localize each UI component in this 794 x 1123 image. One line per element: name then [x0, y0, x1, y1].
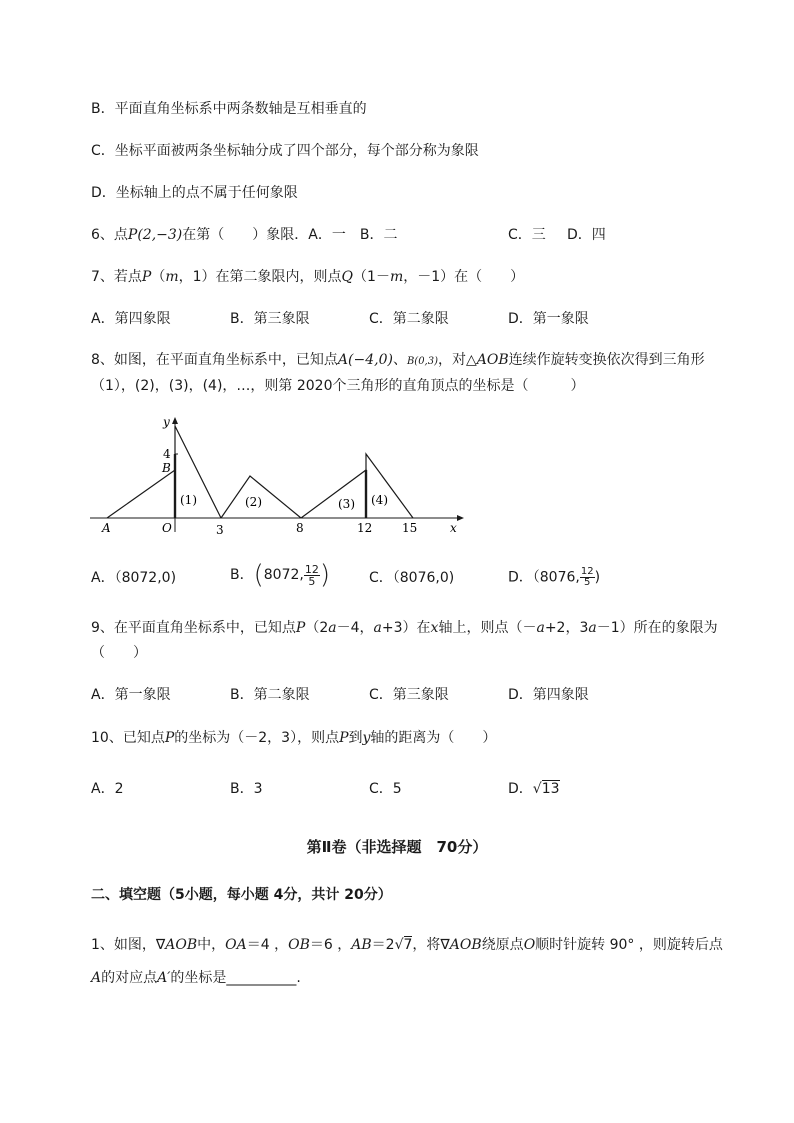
- y-axis-arrow: [172, 417, 178, 424]
- q6-option-d: D．四: [567, 227, 606, 243]
- tick-8-label: 8: [296, 521, 304, 535]
- label-o: O: [162, 521, 172, 535]
- q8-option-c: C．（8076,0): [369, 570, 455, 586]
- fill1-stem: 1、如图，∇AOB中，OA＝4 ，OB＝6 ，AB＝2√7，将∇AOB绕原点O顺时针旋转 90° ，则旋转后点: [91, 937, 723, 953]
- q10-options: [91, 780, 731, 800]
- label-a: A: [102, 521, 111, 535]
- triangle-3-label: (3): [338, 497, 355, 511]
- q6-option-c: C．三: [508, 227, 546, 243]
- triangle-4: [366, 454, 413, 518]
- triangle-3: [301, 470, 366, 518]
- q5-option-b: B．平面直角坐标系中两条数轴是互相垂直的: [91, 101, 367, 117]
- q5-option-d: D．坐标轴上的点不属于任何象限: [91, 185, 298, 201]
- q7-options: [91, 310, 731, 330]
- label-b: B: [162, 461, 171, 475]
- q8-stem: 8、如图，在平面直角坐标系中，已知点A(−4,0)、B(0,3)，对△AOB连续作旋转变换依次得到三角形: [91, 352, 705, 368]
- q9-option-c: C．第三象限: [369, 687, 449, 703]
- q5-option-c: C．坐标平面被两条坐标轴分成了四个部分，每个部分称为象限: [91, 143, 479, 159]
- q7-option-a: A．第四象限: [91, 311, 171, 327]
- q6-line: [91, 226, 731, 246]
- fill1-stem-line2: A的对应点A′的坐标是__________.: [91, 970, 301, 986]
- q7-option-d: D．第一象限: [508, 311, 589, 327]
- q8-option-a: A．（8072,0): [91, 570, 177, 586]
- triangle-1-label: (1): [180, 493, 197, 507]
- q9-stem-line2: （ ）: [91, 645, 147, 661]
- triangle-aob: [107, 470, 175, 518]
- q8-option-b: B．(8072, $\frac{12}{5}$ ): [230, 560, 331, 590]
- sqrt-symbol: √: [532, 781, 542, 797]
- y-axis-label: y: [163, 415, 170, 429]
- tick-3-label: 3: [216, 523, 224, 537]
- q10-stem: 10、已知点P的坐标为（－2，3），则点P到y轴的距离为（ ）: [91, 730, 497, 746]
- q10-option-d: D．√13: [508, 781, 560, 797]
- q8-figure: [85, 414, 470, 542]
- q9-option-a: A．第一象限: [91, 687, 171, 703]
- triangle-2-label: (2): [245, 495, 262, 509]
- tick-4-label: 4: [163, 447, 171, 461]
- q10-option-a: A．2: [91, 781, 124, 797]
- q8-option-d: D．（8076, $\frac{12}{5}$ ): [508, 566, 601, 588]
- tick-15-label: 15: [402, 521, 418, 535]
- triangle-4-label: (4): [371, 493, 388, 507]
- q7-option-b: B．第三象限: [230, 311, 310, 327]
- q9-stem: 9、在平面直角坐标系中，已知点P（2a－4，a+3）在x轴上，则点（－a+2，3a－1）所在的象限为: [91, 620, 718, 636]
- fill-section-heading: 二、填空题（5小题，每小题 4分，共计 20分）: [91, 887, 392, 903]
- q7-option-c: C．第二象限: [369, 311, 449, 327]
- q8-options: [91, 560, 731, 592]
- q9-option-b: B．第二象限: [230, 687, 310, 703]
- q7-stem: 7、若点P（m，1）在第二象限内，则点Q（1－m，－1）在（ ）: [91, 269, 525, 285]
- q8-stem-line2: （1），(2)，(3)，(4)，…，则第 2020个三角形的直角顶点的坐标是（ ）: [91, 378, 585, 394]
- tick-12-label: 12: [357, 521, 373, 535]
- q9-option-d: D．第四象限: [508, 687, 589, 703]
- q10-option-b: B．3: [230, 781, 263, 797]
- x-axis-arrow: [457, 515, 464, 521]
- sqrt-symbol: √: [394, 937, 404, 953]
- x-axis-label: x: [450, 521, 457, 535]
- q9-options: [91, 686, 731, 706]
- part2-title: 第Ⅱ卷（非选择题 70分）: [306, 838, 488, 856]
- q6-stem: 6、点P(2,−3)在第（ ）象限．A．一 B．二: [91, 227, 398, 243]
- q10-option-c: C．5: [369, 781, 402, 797]
